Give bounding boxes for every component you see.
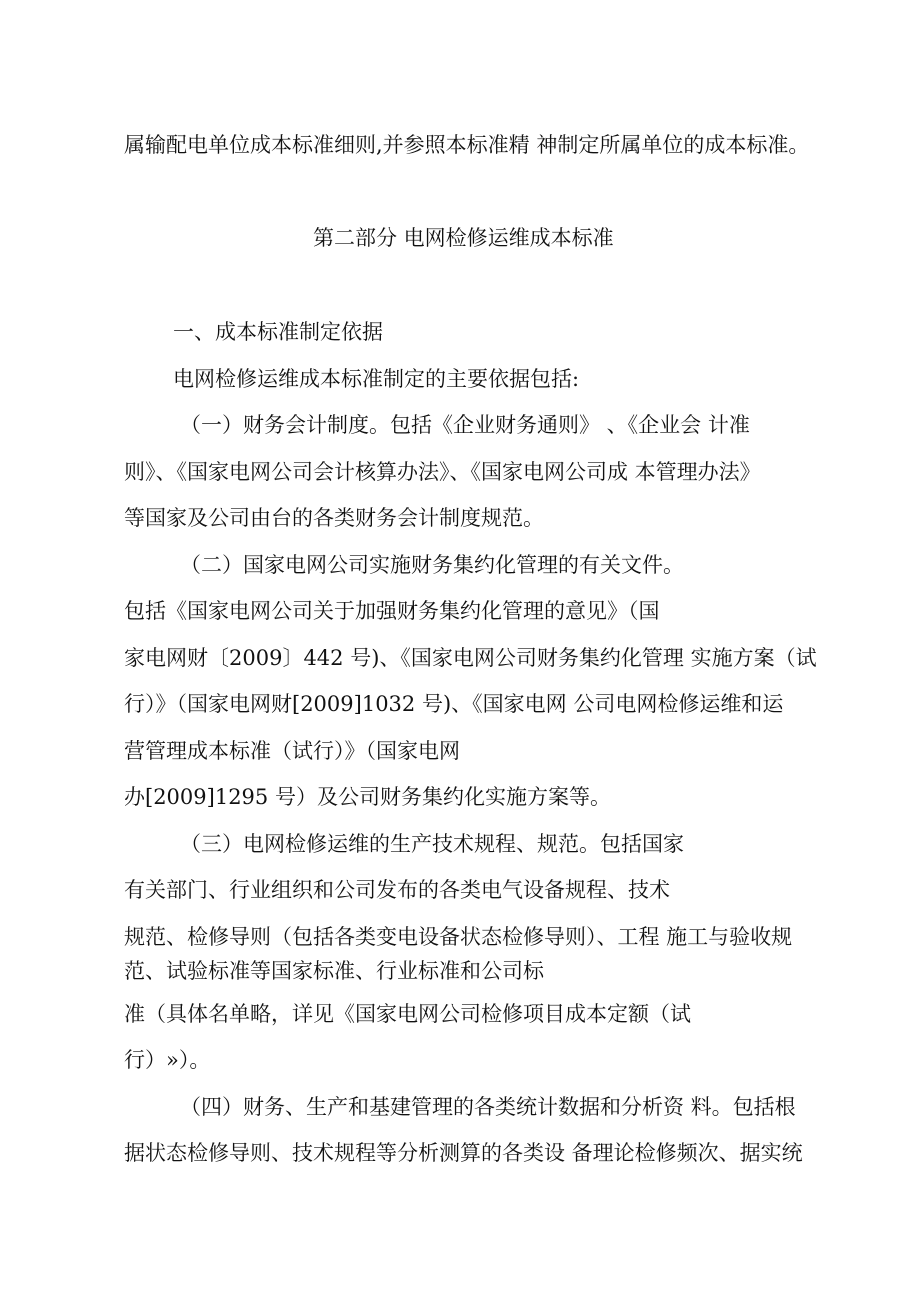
subsection-heading: 一、成本标准制定依据 [173,320,383,344]
text-line-item3-e: 准（具体名单略，详见《国家电网公司检修项目成本定额（试 [124,1002,691,1026]
text-line-item2-e: 营管理成本标准（试行）》（国家电网 [124,739,460,763]
text-line-item2-f: 办[2009]1295 号）及公司财务集约化实施方案等。 [124,785,611,809]
section-heading: 第二部分 电网检修运维成本标准 [313,226,614,250]
text-line-item3-a: （三）电网检修运维的生产技术规程、规范。包括国家 [180,832,684,856]
text-line-item2-b: 包括《国家电网公司关于加强财务集约化管理的意见》（国 [124,599,660,623]
text-line-1: 属输配电单位成本标准细则,并参照本标准精 神制定所属单位的成本标准。 [124,133,810,157]
text-line-item2-c: 家电网财〔2009〕442 号)、《国家电网公司财务集约化管理 实施方案（试 [124,646,817,670]
text-line-item3-b: 有关部门、行业组织和公司发布的各类电气设备规程、技术 [124,878,670,902]
text-line-item1-a: （一）财务会计制度。包括《企业财务通则》 、《企业会 计准 [180,413,750,437]
text-line-item1-b: 则》、《国家电网公司会计核算办法》、《国家电网公司成 本管理办法》 [124,460,761,484]
text-line-item2-a: （二）国家电网公司实施财务集约化管理的有关文件。 [180,553,684,577]
text-line-intro: 电网检修运维成本标准制定的主要依据包括: [173,367,580,391]
text-line-item3-d: 范、试验标准等国家标准、行业标准和公司标 [124,959,544,983]
text-line-item4-b: 据状态检修导则、技术规程等分析测算的各类设 备理论检修频次、据实统 [124,1141,803,1165]
text-line-item3-f: 行）»）。 [124,1048,211,1072]
text-line-item4-a: （四）财务、生产和基建管理的各类统计数据和分析资 料。包括根 [180,1095,796,1119]
text-line-item3-c: 规范、检修导则（包括各类变电设备状态检修导则）、工程 施工与验收规 [124,925,793,949]
text-line-item1-c: 等国家及公司由台的各类财务会计制度规范。 [124,506,544,530]
text-line-item2-d: 行）》（国家电网财[2009]1032 号)、《国家电网 公司电网检修运维和运 [124,692,784,716]
